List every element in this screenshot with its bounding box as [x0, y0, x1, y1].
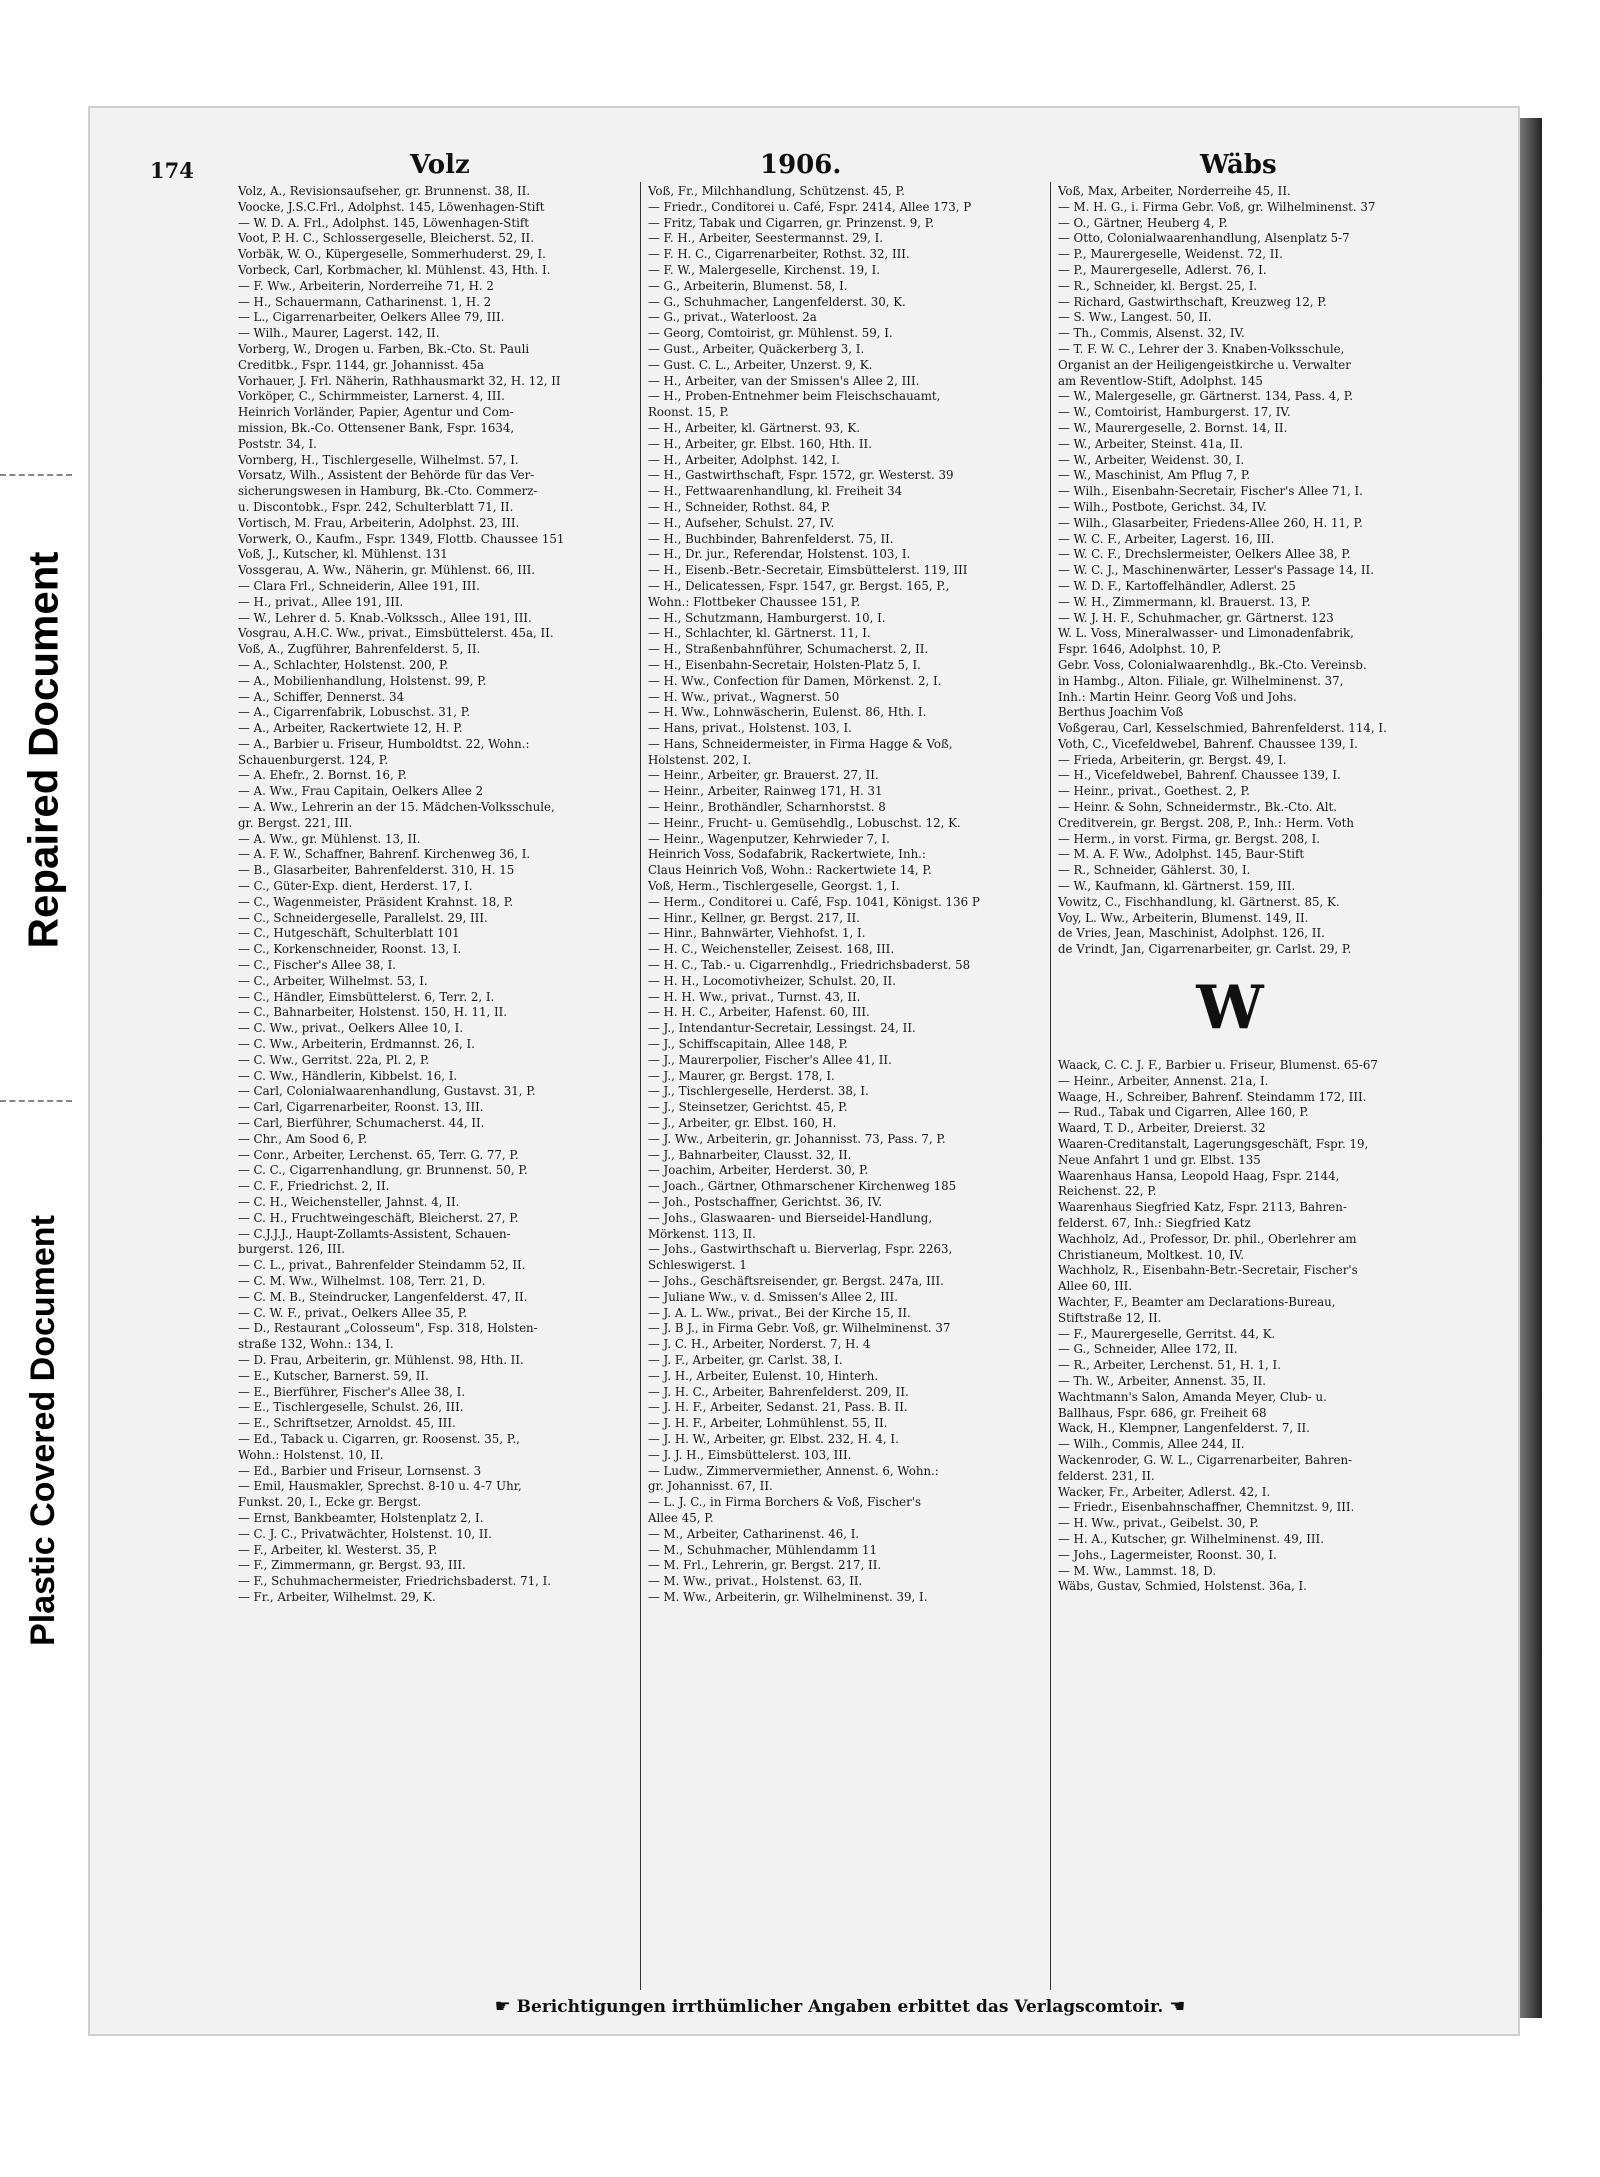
directory-entry: — C., Arbeiter, Wilhelmst. 53, I. — [238, 973, 428, 988]
directory-entry: — Heinr., Wagenputzer, Kehrwieder 7, I. — [648, 831, 890, 846]
directory-entry: Waaren-Creditanstalt, Lagerungsgeschäft, Fspr. 19, — [1058, 1137, 1369, 1152]
directory-entry: Claus Heinrich Voß, Wohn.: Rackertwiete 14, P. — [648, 863, 932, 878]
directory-entry: Voß, J., Kutscher, kl. Mühlenst. 131 — [238, 547, 448, 562]
directory-entry: Wackenroder, G. W. L., Cigarrenarbeiter, Bahren- — [1058, 1452, 1353, 1467]
directory-entry: — A., Mobilienhandlung, Holstenst. 99, P. — [238, 673, 487, 688]
directory-entry: — A., Arbeiter, Rackertwiete 12, H. P. — [238, 721, 463, 736]
header-left-keyword: Volz — [410, 150, 470, 180]
directory-entry: — H., Dr. jur., Referendar, Holstenst. 103, I. — [648, 547, 911, 562]
directory-entry: — B., Glasarbeiter, Bahrenfelderst. 310, H. 15 — [238, 863, 515, 878]
directory-entry: — C. M. B., Steindrucker, Langenfelderst. 47, II. — [238, 1289, 528, 1304]
directory-entry: — C. L., privat., Bahrenfelder Steindamm 52, II. — [238, 1258, 526, 1273]
directory-entry: — W., Arbeiter, Steinst. 41a, II. — [1058, 436, 1243, 451]
directory-entry: Creditbk., Fspr. 1144, gr. Johannisst. 45a — [238, 357, 485, 372]
directory-entry: — Heinr., Frucht- u. Gemüsehdlg., Lobuschst. 12, K. — [648, 815, 961, 830]
directory-entry: — Herm., in vorst. Firma, gr. Bergst. 208, I. — [1058, 831, 1320, 846]
directory-entry: — H., Buchbinder, Bahrenfelderst. 75, II. — [648, 531, 894, 546]
directory-entry: Voß, Herm., Tischlergeselle, Georgst. 1, I. — [648, 879, 900, 894]
directory-entry: — W. C. F., Drechslermeister, Oelkers Allee 38, P. — [1058, 547, 1351, 562]
directory-entry: — H. Ww., Confection für Damen, Mörkenst. 2, I. — [648, 673, 942, 688]
directory-entry: u. Discontobk., Fspr. 242, Schulterblatt 71, II. — [238, 499, 514, 514]
directory-entry: — H., Arbeiter, gr. Elbst. 160, Hth. II. — [648, 436, 872, 451]
directory-entry: — H., Gastwirthschaft, Fspr. 1572, gr. Westerst. 39 — [648, 468, 954, 483]
directory-entry: gr. Bergst. 221, III. — [238, 815, 353, 830]
pointing-hand-icon: ☛ — [494, 1996, 511, 2017]
directory-entry: — G., Arbeiterin, Blumenst. 58, I. — [648, 278, 848, 293]
directory-entry: Voy, L. Ww., Arbeiterin, Blumenst. 149, II. — [1058, 910, 1309, 925]
directory-entry: — H., Straßenbahnführer, Schumacherst. 2, II. — [648, 642, 929, 657]
header-year: 1906. — [760, 150, 842, 180]
directory-entry: — J. H. F., Arbeiter, Sedanst. 21, Pass. B. II. — [648, 1400, 908, 1415]
directory-entry: — M. A. F. Ww., Adolphst. 145, Baur-Stift — [1058, 847, 1305, 862]
directory-entry: Wohn.: Holstenst. 10, II. — [238, 1447, 384, 1462]
directory-entry: — F., Arbeiter, kl. Westerst. 35, P. — [238, 1542, 438, 1557]
directory-entry: — F., Schuhmachermeister, Friedrichsbaderst. 71, I. — [238, 1574, 552, 1589]
directory-entry: Vosgrau, A.H.C. Ww., privat., Eimsbüttelerst. 45a, II. — [238, 626, 554, 641]
directory-entry: Voocke, J.S.C.Frl., Adolphst. 145, Löwenhagen-Stift — [238, 199, 545, 214]
directory-entry: — Fritz, Tabak und Cigarren, gr. Prinzenst. 9, P. — [648, 215, 935, 230]
directory-entry: — J., Steinsetzer, Gerichtst. 45, P. — [648, 1100, 848, 1115]
directory-entry: — M. Ww., privat., Holstenst. 63, II. — [648, 1574, 863, 1589]
directory-entry: — Hans, privat., Holstenst. 103, I. — [648, 721, 852, 736]
directory-entry: in Hambg., Alton. Filiale, gr. Wilhelminenst. 37, — [1058, 673, 1344, 688]
directory-entry: — J. F., Arbeiter, gr. Carlst. 38, I. — [648, 1352, 843, 1367]
directory-entry: — H. H. Ww., privat., Turnst. 43, II. — [648, 989, 861, 1004]
directory-entry: Wacker, Fr., Arbeiter, Adlerst. 42, I. — [1058, 1484, 1271, 1499]
header-right-keyword: Wäbs — [1200, 150, 1277, 180]
directory-entry: — H. Ww., privat., Geibelst. 30, P. — [1058, 1516, 1259, 1531]
directory-entry: — L. J. C., in Firma Borchers & Voß, Fischer's — [648, 1495, 922, 1510]
directory-entry: — Ed., Barbier und Friseur, Lornsenst. 3 — [238, 1463, 482, 1478]
directory-entry: — C., Hutgeschäft, Schulterblatt 101 — [238, 926, 460, 941]
directory-entry: — G., Schneider, Allee 172, II. — [1058, 1342, 1238, 1357]
directory-entry: de Vries, Jean, Maschinist, Adolphst. 126, II. — [1058, 926, 1325, 941]
directory-entry: Holstenst. 202, I. — [648, 752, 752, 767]
directory-entry: — Hinr., Kellner, gr. Bergst. 217, II. — [648, 910, 860, 925]
directory-entry: — D., Restaurant „Colosseum", Fsp. 318, Holsten- — [238, 1321, 538, 1336]
directory-entry: — C. C., Cigarrenhandlung, gr. Brunnenst. 50, P. — [238, 1163, 528, 1178]
directory-entry: — Conr., Arbeiter, Lerchenst. 65, Terr. G. 77, P. — [238, 1147, 519, 1162]
directory-entry: — Hans, Schneidermeister, in Firma Hagge & Voß, — [648, 736, 953, 751]
directory-entry: — H., Eisenbahn-Secretair, Holsten-Platz 5, I. — [648, 657, 921, 672]
directory-entry: — A., Schlachter, Holstenst. 200, P. — [238, 657, 449, 672]
directory-entry: Wachter, F., Beamter am Declarations-Bureau, — [1058, 1295, 1336, 1309]
directory-entry: Heinrich Vorländer, Papier, Agentur und Com- — [238, 405, 514, 420]
directory-entry: — A. F. W., Schaffner, Bahrenf. Kirchenweg 36, I. — [238, 847, 531, 862]
directory-entry: — Gust. C. L., Arbeiter, Unzerst. 9, K. — [648, 357, 873, 372]
directory-entry: — Chr., Am Sood 6, P. — [238, 1131, 368, 1146]
directory-entry: — A. Ww., Lehrerin an der 15. Mädchen-Volksschule, — [238, 800, 555, 815]
directory-entry: Vornberg, H., Tischlergeselle, Wilhelmst. 57, I. — [238, 452, 519, 467]
directory-entry: — C., Schneidergeselle, Parallelst. 29, III. — [238, 910, 488, 925]
directory-entry: — Rud., Tabak und Cigarren, Allee 160, P. — [1058, 1105, 1309, 1120]
directory-entry: Volz, A., Revisionsaufseher, gr. Brunnenst. 38, II. — [238, 184, 531, 198]
directory-entry: — H., Schlachter, kl. Gärtnerst. 11, I. — [648, 626, 871, 641]
directory-entry: — C. H., Weichensteller, Jahnst. 4, II. — [238, 1195, 460, 1209]
directory-entry: — M. Ww., Lammst. 18, D. — [1058, 1563, 1217, 1578]
directory-entry: — C. M. Ww., Wilhelmst. 108, Terr. 21, D. — [238, 1273, 486, 1288]
directory-entry: — S. Ww., Langest. 50, II. — [1058, 310, 1212, 325]
directory-entry: — H., Vicefeldwebel, Bahrenf. Chaussee 139, I. — [1058, 768, 1341, 783]
directory-entry: — H., Fettwaarenhandlung, kl. Freiheit 34 — [648, 484, 903, 499]
directory-entry: — C. F., Friedrichst. 2, II. — [238, 1179, 390, 1194]
directory-entry: — J., Maurer, gr. Bergst. 178, I. — [648, 1068, 835, 1083]
directory-entry: Voß, Fr., Milchhandlung, Schützenst. 45, P. — [648, 184, 905, 198]
directory-entry: Funkst. 20, I., Ecke gr. Bergst. — [238, 1495, 422, 1510]
directory-entry: — H., Arbeiter, kl. Gärtnerst. 93, K. — [648, 420, 860, 435]
directory-entry: Vowitz, C., Fischhandlung, kl. Gärtnerst. 85, K. — [1058, 894, 1340, 909]
directory-entry: — Heinr. & Sohn, Schneidermstr., Bk.-Cto. Alt. — [1058, 800, 1338, 815]
directory-entry: Heinrich Voss, Sodafabrik, Rackertwiete, Inh.: — [648, 847, 926, 862]
directory-entry: — R., Schneider, kl. Bergst. 25, I. — [1058, 278, 1258, 293]
directory-entry: — H. A., Kutscher, gr. Wilhelminenst. 49, III. — [1058, 1531, 1324, 1546]
directory-entry: Stiftstraße 12, II. — [1058, 1310, 1162, 1325]
directory-entry: — E., Schriftsetzer, Arnoldst. 45, III. — [238, 1416, 456, 1431]
column-divider — [640, 182, 641, 1990]
directory-entry: — C. Ww., Händlerin, Kibbelst. 16, I. — [238, 1068, 458, 1083]
directory-entry: — L., Cigarrenarbeiter, Oelkers Allee 79, III. — [238, 310, 505, 325]
directory-entry: — Johs., Glaswaaren- und Bierseidel-Handlung, — [648, 1210, 933, 1225]
directory-entry: — Hinr., Bahnwärter, Viehhofst. 1, I. — [648, 926, 866, 941]
directory-entry: felderst. 67, Inh.: Siegfried Katz — [1058, 1216, 1251, 1231]
directory-entry: — A., Barbier u. Friseur, Humboldtst. 22, Wohn.: — [238, 736, 530, 751]
directory-entry: — M. H. G., i. Firma Gebr. Voß, gr. Wilhelminenst. 37 — [1058, 199, 1376, 214]
directory-entry: — Ed., Taback u. Cigarren, gr. Roosenst. 35, P., — [238, 1431, 520, 1446]
directory-entry: — C., Händler, Eimsbüttelerst. 6, Terr. 2, I. — [238, 989, 495, 1004]
page-number: 174 — [150, 158, 194, 183]
directory-entry: — Heinr., Arbeiter, Rainweg 171, H. 31 — [648, 784, 883, 799]
directory-entry: — J. A. L. Ww., privat., Bei der Kirche 15, II. — [648, 1305, 911, 1320]
directory-entry: — Otto, Colonialwaarenhandlung, Alsenplatz 5-7 — [1058, 231, 1350, 246]
dashed-edge-marker — [0, 1100, 72, 1102]
directory-entry: — H., Aufseher, Schulst. 27, IV. — [648, 515, 835, 530]
directory-entry: Christianeum, Moltkest. 10, IV. — [1058, 1247, 1244, 1262]
directory-entry: — H., Eisenb.-Betr.-Secretair, Eimsbüttelerst. 119, III — [648, 563, 968, 578]
directory-entry: — Friedr., Conditorei u. Café, Fspr. 2414, Allee 173, P — [648, 199, 972, 214]
directory-entry: — W. C. F., Arbeiter, Lagerst. 16, III. — [1058, 531, 1275, 546]
footer-text: Berichtigungen irrthümlicher Angaben erbittet das Verlagscomtoir. — [516, 1997, 1164, 2017]
directory-entry: — Carl, Colonialwaarenhandlung, Gustavst. 31, P. — [238, 1084, 536, 1099]
directory-entry: — J., Maurerpolier, Fischer's Allee 41, II. — [648, 1052, 892, 1067]
directory-entry: — Frieda, Arbeiterin, gr. Bergst. 49, I. — [1058, 752, 1287, 767]
directory-entry: — A., Schiffer, Dennerst. 34 — [238, 689, 405, 704]
directory-entry: Vorbeck, Carl, Korbmacher, kl. Mühlenst. 43, Hth. I. — [238, 262, 551, 277]
directory-entry: — Johs., Gastwirthschaft u. Bierverlag, Fspr. 2263, — [648, 1242, 953, 1257]
column-1 — [238, 184, 634, 1606]
directory-entry: — F., Zimmermann, gr. Bergst. 93, III. — [238, 1558, 466, 1573]
directory-entry: Wäbs, Gustav, Schmied, Holstenst. 36a, I. — [1058, 1579, 1307, 1594]
directory-entry: Waard, T. D., Arbeiter, Dreierst. 32 — [1058, 1121, 1266, 1136]
directory-entry: — H., Proben-Entnehmer beim Fleischschauamt, — [648, 389, 941, 404]
directory-entry: Organist an der Heiligengeistkirche u. Verwalter — [1058, 357, 1351, 372]
directory-entry: — Gust., Arbeiter, Quäckerberg 3, I. — [648, 341, 865, 356]
directory-entry: — H. Ww., Lohnwäscherin, Eulenst. 86, Hth. I. — [648, 705, 927, 720]
directory-entry: — H., Schauermann, Catharinenst. 1, H. 2 — [238, 294, 492, 309]
directory-entry: — C., Wagenmeister, Präsident Krahnst. 18, P. — [238, 894, 514, 909]
directory-entry: — Th., Commis, Alsenst. 32, IV. — [1058, 326, 1245, 341]
directory-entry: — R., Arbeiter, Lerchenst. 51, H. 1, I. — [1058, 1358, 1281, 1373]
plastic-covered-label: Plastic Covered Document — [23, 1214, 62, 1646]
directory-entry: — Th. W., Arbeiter, Annenst. 35, II. — [1058, 1373, 1267, 1388]
directory-entry: — Johs., Geschäftsreisender, gr. Bergst. 247a, III. — [648, 1273, 944, 1288]
directory-entry: — H. H. C., Arbeiter, Hafenst. 60, III. — [648, 1005, 870, 1020]
directory-entry: — Heinr., Brothändler, Scharnhorstst. 8 — [648, 800, 886, 815]
directory-entry: Ballhaus, Fspr. 686, gr. Freiheit 68 — [1058, 1405, 1267, 1420]
directory-entry: — Juliane Ww., v. d. Smissen's Allee 2, III. — [648, 1289, 898, 1304]
column-2 — [648, 184, 1044, 1606]
directory-entry: — C., Fischer's Allee 38, I. — [238, 958, 396, 973]
directory-entry: Vorhauer, J. Frl. Näherin, Rathhausmarkt 32, H. 12, II — [238, 373, 561, 388]
directory-entry: Wachholz, R., Eisenbahn-Betr.-Secretair, Fischer's — [1058, 1263, 1358, 1278]
directory-entry: — J., Schiffscapitain, Allee 148, P. — [648, 1037, 848, 1052]
directory-entry: — W., Arbeiter, Weidenst. 30, I. — [1058, 452, 1245, 467]
directory-entry: Waarenhaus Hansa, Leopold Haag, Fspr. 2144, — [1058, 1168, 1340, 1183]
directory-entry: — H. C., Tab.- u. Cigarrenhdlg., Friedrichsbaderst. 58 — [648, 958, 971, 973]
directory-entry: — Clara Frl., Schneiderin, Allee 191, III. — [238, 578, 480, 593]
directory-entry: — E., Tischlergeselle, Schulst. 26, III. — [238, 1400, 464, 1415]
directory-entry: — Ludw., Zimmervermiether, Annenst. 6, Wohn.: — [648, 1463, 939, 1478]
section-letter-w: W — [1196, 973, 1264, 1044]
directory-entry: mission, Bk.-Co. Ottensener Bank, Fspr. 1634, — [238, 420, 515, 435]
directory-entry: — Richard, Gastwirthschaft, Kreuzweg 12, P. — [1058, 294, 1327, 309]
directory-entry: Vorköper, C., Schirmmeister, Larnerst. 4, III. — [238, 389, 505, 404]
directory-entry: — G., Schuhmacher, Langenfelderst. 30, K. — [648, 294, 906, 309]
directory-entry: — H., Schneider, Rothst. 84, P. — [648, 499, 831, 514]
directory-entry: — C., Güter-Exp. dient, Herderst. 17, I. — [238, 879, 473, 894]
directory-entry: — A. Ww., gr. Mühlenst. 13, II. — [238, 831, 421, 846]
column-3-entries-v — [1058, 184, 1402, 958]
directory-entry: Neue Anfahrt 1 und gr. Elbst. 135 — [1058, 1152, 1261, 1167]
directory-entry: — Fr., Arbeiter, Wilhelmst. 29, K. — [238, 1589, 436, 1604]
directory-entry: — M. Ww., Arbeiterin, gr. Wilhelminenst. 39, I. — [648, 1589, 928, 1604]
directory-entry: — W., Malergeselle, gr. Gärtnerst. 134, Pass. 4, P. — [1058, 389, 1354, 404]
directory-entry: Schleswigerst. 1 — [648, 1258, 747, 1273]
directory-entry: — W., Kaufmann, kl. Gärtnerst. 159, III. — [1058, 879, 1296, 894]
directory-entry: — W. J. H. F., Schuhmacher, gr. Gärtnerst. 123 — [1058, 610, 1334, 625]
directory-entry: — H., Schutzmann, Hamburgerst. 10, I. — [648, 610, 886, 625]
directory-entry: Wachholz, Ad., Professor, Dr. phil., Oberlehrer am — [1058, 1231, 1357, 1246]
directory-entry: — Herm., Conditorei u. Café, Fsp. 1041, Königst. 136 P — [648, 894, 980, 909]
directory-entry: — W. C. J., Maschinenwärter, Lesser's Passage 14, II. — [1058, 563, 1374, 578]
column-3-entries-w — [1058, 1058, 1402, 1595]
directory-entry: am Reventlow-Stift, Adolphst. 145 — [1058, 373, 1263, 388]
directory-entry: — M., Arbeiter, Catharinenst. 46, I. — [648, 1526, 860, 1541]
directory-entry: — P., Maurergeselle, Adlerst. 76, I. — [1058, 262, 1267, 277]
directory-entry: — M., Schuhmacher, Mühlendamm 11 — [648, 1542, 877, 1557]
directory-entry: — W., Comtoirist, Hamburgerst. 17, IV. — [1058, 405, 1291, 420]
directory-entry: Vossgerau, A. Ww., Näherin, gr. Mühlenst. 66, III. — [238, 563, 536, 578]
directory-entry: Inh.: Martin Heinr. Georg Voß und Johs. — [1058, 689, 1297, 704]
directory-entry: Waack, C. C. J. F., Barbier u. Friseur, Blumenst. 65-67 — [1058, 1058, 1378, 1073]
directory-entry: Berthus Joachim Voß — [1058, 705, 1184, 720]
directory-entry: — H. Ww., privat., Wagnerst. 50 — [648, 689, 840, 704]
directory-entry: — O., Gärtner, Heuberg 4, P. — [1058, 215, 1228, 230]
directory-entry: Wohn.: Flottbeker Chaussee 151, P. — [648, 594, 861, 609]
directory-entry: sicherungswesen in Hamburg, Bk.-Cto. Commerz- — [238, 484, 538, 499]
directory-entry: Wachtmann's Salon, Amanda Meyer, Club- u. — [1058, 1389, 1327, 1404]
directory-entry: — W. D. A. Frl., Adolphst. 145, Löwenhagen-Stift — [238, 215, 529, 230]
directory-entry: — H., Arbeiter, van der Smissen's Allee 2, III. — [648, 373, 920, 388]
directory-entry: — A. Ehefr., 2. Bornst. 16, P. — [238, 768, 407, 783]
directory-entry: — Carl, Cigarrenarbeiter, Roonst. 13, III. — [238, 1100, 484, 1115]
directory-entry: — G., privat., Waterloost. 2a — [648, 310, 817, 325]
directory-entry: — C.J.J.J., Haupt-Zollamts-Assistent, Schauen- — [238, 1226, 511, 1241]
dashed-edge-marker — [0, 474, 72, 476]
directory-entry: — C., Bahnarbeiter, Holstenst. 150, H. 11, II. — [238, 1005, 508, 1020]
directory-entry: — W. D. F., Kartoffelhändler, Adlerst. 25 — [1058, 578, 1296, 593]
directory-entry: — J. H. F., Arbeiter, Lohmühlenst. 55, II. — [648, 1416, 888, 1431]
directory-entry: — W., Maurergeselle, 2. Bornst. 14, II. — [1058, 420, 1288, 435]
directory-entry: Reichenst. 22, P. — [1058, 1184, 1157, 1199]
directory-entry: Voot, P. H. C., Schlossergeselle, Bleicherst. 52, II. — [238, 231, 534, 246]
directory-entry: de Vrindt, Jan, Cigarrenarbeiter, gr. Carlst. 29, P. — [1058, 942, 1352, 957]
directory-entry: — F. W., Malergeselle, Kirchenst. 19, I. — [648, 262, 881, 277]
directory-entry: — F. H., Arbeiter, Seestermannst. 29, I. — [648, 231, 884, 246]
directory-entry: Waage, H., Schreiber, Bahrenf. Steindamm 172, III. — [1058, 1089, 1367, 1104]
directory-entry: Vorwerk, O., Kaufm., Fspr. 1349, Flottb. Chaussee 151 — [238, 531, 565, 546]
directory-entry: Poststr. 34, I. — [238, 436, 317, 451]
directory-entry: Vorbäk, W. O., Küpergeselle, Sommerhuderst. 29, I. — [238, 247, 546, 262]
directory-entry: Voß, Max, Arbeiter, Norderreihe 45, II. — [1058, 184, 1291, 198]
directory-entry: — Joach., Gärtner, Othmarschener Kirchenweg 185 — [648, 1179, 957, 1194]
directory-entry: — E., Kutscher, Barnerst. 59, II. — [238, 1368, 429, 1383]
directory-entry: Voth, C., Vicefeldwebel, Bahrenf. Chaussee 139, I. — [1058, 736, 1358, 751]
directory-entry: — C. W. F., privat., Oelkers Allee 35, P. — [238, 1305, 468, 1320]
directory-entry: — R., Schneider, Gählerst. 30, I. — [1058, 863, 1251, 878]
directory-entry: — J., Tischlergeselle, Herderst. 38, I. — [648, 1084, 869, 1099]
directory-entry: — H., privat., Allee 191, III. — [238, 594, 404, 609]
directory-entry: — A. Ww., Frau Capitain, Oelkers Allee 2 — [238, 784, 484, 799]
directory-entry: — Carl, Bierführer, Schumacherst. 44, II. — [238, 1116, 485, 1131]
directory-entry: Allee 60, III. — [1058, 1279, 1133, 1294]
directory-entry: Voß, A., Zugführer, Bahrenfelderst. 5, II. — [238, 642, 481, 657]
page-edge-shadow — [1520, 118, 1542, 2018]
directory-entry: — C. H., Fruchtweingeschäft, Bleicherst. 27, P. — [238, 1210, 519, 1225]
directory-entry: — Joh., Postschaffner, Gerichtst. 36, IV. — [648, 1195, 883, 1209]
directory-entry: — W., Maschinist, Am Pflug 7, P. — [1058, 468, 1251, 483]
directory-entry: — Heinr., privat., Goethest. 2, P. — [1058, 784, 1250, 799]
footer-notice — [470, 1996, 1210, 2026]
directory-entry: — J. C. H., Arbeiter, Norderst. 7, H. 4 — [648, 1337, 871, 1352]
directory-entry: — J., Arbeiter, gr. Elbst. 160, H. — [648, 1116, 837, 1131]
directory-entry: — Heinr., Arbeiter, Annenst. 21a, I. — [1058, 1073, 1269, 1088]
directory-entry: Fspr. 1646, Adolphst. 10, P. — [1058, 642, 1222, 657]
directory-entry: felderst. 231, II. — [1058, 1468, 1155, 1483]
directory-entry: Vortisch, M. Frau, Arbeiterin, Adolphst. 23, III. — [238, 515, 520, 530]
directory-entry: — Wilh., Eisenbahn-Secretair, Fischer's Allee 71, I. — [1058, 484, 1363, 499]
directory-entry: Voßgerau, Carl, Kesselschmied, Bahrenfelderst. 114, I. — [1058, 721, 1387, 736]
directory-entry: — Emil, Hausmakler, Sprechst. 8-10 u. 4-7 Uhr, — [238, 1479, 522, 1494]
repaired-document-label: Repaired Document — [19, 551, 66, 949]
directory-entry: Vorberg, W., Drogen u. Farben, Bk.-Cto. St. Pauli — [238, 341, 530, 356]
directory-entry: — F. Ww., Arbeiterin, Norderreihe 71, H. 2 — [238, 278, 494, 293]
directory-entry: — E., Bierführer, Fischer's Allee 38, I. — [238, 1384, 466, 1399]
directory-entry: Allee 45, P. — [648, 1510, 714, 1525]
directory-entry: — P., Maurergeselle, Weidenst. 72, II. — [1058, 247, 1283, 262]
directory-entry: — D. Frau, Arbeiterin, gr. Mühlenst. 98, Hth. II. — [238, 1352, 524, 1367]
directory-entry: — H., Arbeiter, Adolphst. 142, I. — [648, 452, 840, 467]
directory-entry: — J. H., Arbeiter, Eulenst. 10, Hinterh. — [648, 1368, 879, 1383]
directory-entry: — Friedr., Eisenbahnschaffner, Chemnitzst. 9, III. — [1058, 1500, 1355, 1515]
directory-entry: — T. F. W. C., Lehrer der 3. Knaben-Volksschule, — [1058, 341, 1345, 356]
directory-entry: — J. Ww., Arbeiterin, gr. Johannisst. 73, Pass. 7, P. — [648, 1131, 946, 1146]
directory-entry: — F. H. C., Cigarrenarbeiter, Rothst. 32, III. — [648, 247, 910, 262]
directory-entry: — J., Intendantur-Secretair, Lessingst. 24, II. — [648, 1021, 916, 1036]
directory-entry: — C. Ww., Arbeiterin, Erdmannst. 26, I. — [238, 1037, 475, 1052]
directory-entry: Roonst. 15, P. — [648, 405, 729, 420]
directory-entry: gr. Johannisst. 67, II. — [648, 1479, 773, 1494]
directory-entry: — W. H., Zimmermann, kl. Brauerst. 13, P. — [1058, 594, 1311, 609]
page-header — [150, 150, 1398, 184]
pointing-hand-icon: ☚ — [1169, 1996, 1186, 2017]
directory-entry: Vorsatz, Wilh., Assistent der Behörde für das Ver- — [238, 468, 535, 483]
directory-entry: — Joachim, Arbeiter, Herderst. 30, P. — [648, 1163, 869, 1178]
directory-entry: — Ernst, Bankbeamter, Holstenplatz 2, I. — [238, 1510, 484, 1525]
directory-entry: — C. Ww., Gerritst. 22a, Pl. 2, P. — [238, 1052, 430, 1067]
column-divider — [1050, 182, 1051, 1990]
directory-entry: — J. B J., in Firma Gebr. Voß, gr. Wilhelminenst. 37 — [648, 1321, 951, 1336]
directory-entry: Mörkenst. 113, II. — [648, 1226, 756, 1241]
directory-entry: — H. C., Weichensteller, Zeisest. 168, III. — [648, 942, 895, 957]
directory-entry: — W., Lehrer d. 5. Knab.-Volkssch., Allee 191, III. — [238, 610, 532, 625]
directory-entry: — H., Delicatessen, Fspr. 1547, gr. Bergst. 165, P., — [648, 578, 950, 593]
directory-entry: Waarenhaus Siegfried Katz, Fspr. 2113, Bahren- — [1058, 1200, 1347, 1215]
directory-entry: — Heinr., Arbeiter, gr. Brauerst. 27, II. — [648, 768, 879, 783]
directory-entry: — C., Korkenschneider, Roonst. 13, I. — [238, 942, 462, 957]
directory-entry: — C. Ww., privat., Oelkers Allee 10, I. — [238, 1021, 464, 1036]
directory-entry: — Wilh., Postbote, Gerichst. 34, IV. — [1058, 499, 1267, 514]
column-3 — [1058, 184, 1402, 1595]
directory-entry: — J. H. C., Arbeiter, Bahrenfelderst. 209, II. — [648, 1384, 909, 1399]
directory-entry: — Johs., Lagermeister, Roonst. 30, I. — [1058, 1547, 1277, 1562]
directory-entry: — H. H., Locomotivheizer, Schulst. 20, II. — [648, 973, 896, 988]
directory-entry: — Wilh., Glasarbeiter, Friedens-Allee 260, H. 11, P. — [1058, 515, 1363, 530]
directory-entry: straße 132, Wohn.: 134, I. — [238, 1337, 394, 1352]
directory-entry: — F., Maurergeselle, Gerritst. 44, K. — [1058, 1326, 1276, 1341]
directory-entry: — Georg, Comtoirist, gr. Mühlenst. 59, I. — [648, 326, 893, 341]
directory-entry: — J. J. H., Eimsbüttelerst. 103, III. — [648, 1447, 852, 1462]
directory-entry: Gebr. Voss, Colonialwaarenhdlg., Bk.-Cto. Vereinsb. — [1058, 657, 1367, 672]
directory-entry: — C. J. C., Privatwächter, Holstenst. 10, II. — [238, 1526, 492, 1541]
directory-entry: Creditverein, gr. Bergst. 208, P., Inh.: Herm. Voth — [1058, 815, 1354, 830]
directory-entry: — A., Cigarrenfabrik, Lobuschst. 31, P. — [238, 705, 471, 720]
directory-entry: burgerst. 126, III. — [238, 1242, 346, 1257]
directory-entry: — Wilh., Maurer, Lagerst. 142, II. — [238, 326, 440, 341]
directory-entry: — Wilh., Commis, Allee 244, II. — [1058, 1437, 1245, 1452]
directory-entry: — J. H. W., Arbeiter, gr. Elbst. 232, H. 4, I. — [648, 1431, 899, 1446]
directory-entry: W. L. Voss, Mineralwasser- und Limonadenfabrik, — [1058, 626, 1354, 641]
directory-entry: Wack, H., Klempner, Langenfelderst. 7, II. — [1058, 1421, 1310, 1436]
directory-entry: — M. Frl., Lehrerin, gr. Bergst. 217, II. — [648, 1558, 882, 1573]
directory-entry: — J., Bahnarbeiter, Clausst. 32, II. — [648, 1147, 852, 1162]
directory-entry: Schauenburgerst. 124, P. — [238, 752, 389, 767]
